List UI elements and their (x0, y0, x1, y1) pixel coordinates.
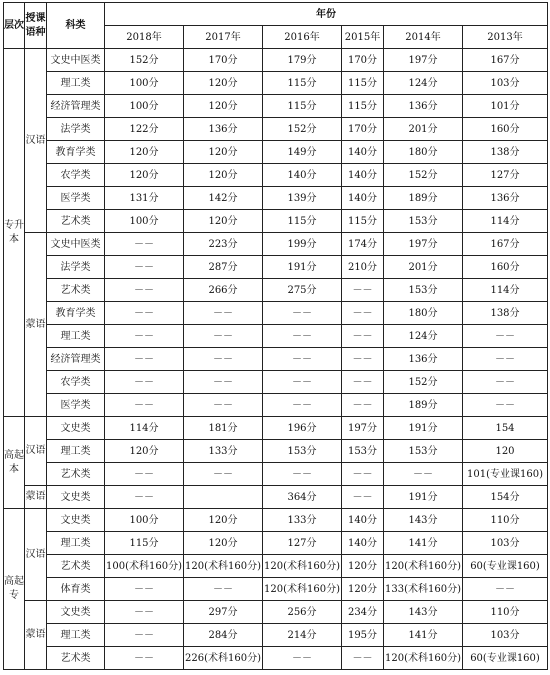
table-row (4, 371, 548, 394)
subject-cell: 理工类 (47, 624, 105, 647)
table-row (4, 279, 548, 302)
subject-cell: 教育学类 (47, 302, 105, 325)
score-cell: 152分 (384, 371, 463, 394)
score-cell: 138分 (463, 141, 548, 164)
score-cell: 201分 (384, 118, 463, 141)
lang-cell: 蒙语 (25, 233, 47, 417)
year-group-header: 年份 (105, 3, 548, 26)
score-cell: －－ (263, 348, 342, 371)
score-cell: 120(术科160分) (384, 555, 463, 578)
score-cell: 120分 (184, 95, 263, 118)
subject-cell: 文史类 (47, 486, 105, 509)
score-cell: 120分 (184, 141, 263, 164)
table-row (4, 555, 548, 578)
score-cell: 170分 (342, 49, 384, 72)
score-cell: －－ (342, 371, 384, 394)
score-cell: 101分 (463, 95, 548, 118)
score-cell: －－ (263, 325, 342, 348)
score-cell: 115分 (105, 532, 184, 555)
score-cell: －－ (263, 647, 342, 670)
score-cell: －－ (184, 371, 263, 394)
score-cell: 196分 (263, 417, 342, 440)
score-cell: －－ (105, 394, 184, 417)
score-cell: 101(专业课160) (463, 463, 548, 486)
table-row (4, 141, 548, 164)
score-cell: 195分 (342, 624, 384, 647)
score-cell: 180分 (384, 302, 463, 325)
score-cell: 287分 (184, 256, 263, 279)
score-cell: 120分 (342, 555, 384, 578)
score-cell: 140分 (342, 187, 384, 210)
subject-cell: 法学类 (47, 118, 105, 141)
score-cell: －－ (342, 394, 384, 417)
score-cell: 114分 (463, 210, 548, 233)
score-cell: 115分 (263, 95, 342, 118)
score-cell: －－ (105, 647, 184, 670)
score-cell: 256分 (263, 601, 342, 624)
score-cell: 100(术科160分) (105, 555, 184, 578)
table-row (4, 210, 548, 233)
score-cell: －－ (342, 486, 384, 509)
score-cell: 138分 (463, 302, 548, 325)
subject-cell: 文史中医类 (47, 233, 105, 256)
score-cell: －－ (342, 647, 384, 670)
score-cell: 154 (463, 417, 548, 440)
score-cell: －－ (342, 348, 384, 371)
score-cell: －－ (463, 348, 548, 371)
score-cell: －－ (105, 601, 184, 624)
score-cell: －－ (184, 578, 263, 601)
score-cell: 115分 (342, 72, 384, 95)
score-cell: 136分 (463, 187, 548, 210)
score-cell: 197分 (342, 417, 384, 440)
score-cell: 199分 (263, 233, 342, 256)
level-header: 层次 (4, 3, 25, 49)
score-cell: －－ (105, 233, 184, 256)
score-cell: 153分 (342, 440, 384, 463)
score-cell: 136分 (384, 95, 463, 118)
table-row (4, 486, 548, 509)
year-header: 2013年 (463, 26, 548, 49)
score-cell: 154分 (463, 486, 548, 509)
score-cell: 191分 (384, 417, 463, 440)
table-row (4, 49, 548, 72)
year-header: 2017年 (184, 26, 263, 49)
score-cell: －－ (184, 463, 263, 486)
score-cell: 160分 (463, 118, 548, 141)
subject-cell: 农学类 (47, 164, 105, 187)
score-cell: 120分 (184, 72, 263, 95)
score-cell: －－ (184, 302, 263, 325)
score-cell: －－ (342, 279, 384, 302)
score-cell: 120分 (105, 164, 184, 187)
subject-cell: 文史类 (47, 509, 105, 532)
subject-cell: 文史类 (47, 417, 105, 440)
table-row (4, 302, 548, 325)
score-cell: 103分 (463, 624, 548, 647)
score-cell: 167分 (463, 233, 548, 256)
score-cell: －－ (342, 325, 384, 348)
score-cell: －－ (263, 302, 342, 325)
score-cell: 115分 (342, 95, 384, 118)
score-cell: 127分 (463, 164, 548, 187)
score-cell: －－ (263, 394, 342, 417)
score-cell: 120(术科160分) (263, 578, 342, 601)
score-cell: 114分 (463, 279, 548, 302)
score-cell: 191分 (384, 486, 463, 509)
score-cell: 140分 (263, 164, 342, 187)
score-cell: 197分 (384, 233, 463, 256)
table-row (4, 118, 548, 141)
score-cell: 152分 (263, 118, 342, 141)
score-cell: 189分 (384, 187, 463, 210)
score-cell: 170分 (342, 118, 384, 141)
score-cell: 141分 (384, 624, 463, 647)
subject-cell: 艺术类 (47, 647, 105, 670)
subject-cell: 文史中医类 (47, 49, 105, 72)
score-cell: 114分 (105, 417, 184, 440)
table-row (4, 624, 548, 647)
score-cell: 120(术科160分) (263, 555, 342, 578)
lang-cell: 蒙语 (25, 601, 47, 670)
score-cell: 170分 (184, 49, 263, 72)
score-cell: 140分 (342, 164, 384, 187)
table-row (4, 325, 548, 348)
table-row (4, 601, 548, 624)
score-cell: 127分 (263, 532, 342, 555)
score-cell: －－ (384, 463, 463, 486)
level-cell: 高起专 (4, 509, 25, 670)
subject-cell: 经济管理类 (47, 95, 105, 118)
score-cell: 141分 (384, 532, 463, 555)
subject-cell: 理工类 (47, 440, 105, 463)
score-cell: －－ (105, 279, 184, 302)
score-cell: 103分 (463, 532, 548, 555)
score-cell: －－ (105, 348, 184, 371)
score-cell: 174分 (342, 233, 384, 256)
score-cell: －－ (105, 302, 184, 325)
score-cell (184, 486, 263, 509)
score-cell: 60(专业课160) (463, 555, 548, 578)
level-cell: 高起本 (4, 417, 25, 509)
score-cell: 153分 (384, 279, 463, 302)
lang-cell: 汉语 (25, 509, 47, 601)
score-cell: 131分 (105, 187, 184, 210)
score-cell: 152分 (105, 49, 184, 72)
score-cell: 143分 (384, 509, 463, 532)
year-header: 2014年 (384, 26, 463, 49)
score-cell: 120分 (105, 440, 184, 463)
score-cell: －－ (184, 348, 263, 371)
score-cell: 100分 (105, 509, 184, 532)
score-cell: 120分 (105, 141, 184, 164)
table-row (4, 463, 548, 486)
score-cell: 201分 (384, 256, 463, 279)
score-cell: 100分 (105, 95, 184, 118)
score-cell: 140分 (342, 509, 384, 532)
table-row (4, 578, 548, 601)
score-cell: 152分 (384, 164, 463, 187)
lang-cell: 汉语 (25, 417, 47, 486)
subject-header: 科类 (47, 3, 105, 49)
score-cell: 223分 (184, 233, 263, 256)
score-cell: 197分 (384, 49, 463, 72)
table-row (4, 394, 548, 417)
subject-cell: 医学类 (47, 394, 105, 417)
lang-cell: 汉语 (25, 49, 47, 233)
admission-score-table (3, 2, 548, 670)
score-cell: －－ (263, 463, 342, 486)
subject-cell: 农学类 (47, 371, 105, 394)
score-cell: 181分 (184, 417, 263, 440)
score-cell: 120分 (184, 164, 263, 187)
subject-cell: 艺术类 (47, 210, 105, 233)
subject-cell: 法学类 (47, 256, 105, 279)
table-row (4, 532, 548, 555)
subject-cell: 经济管理类 (47, 348, 105, 371)
score-cell: 120分 (184, 532, 263, 555)
level-cell: 专升本 (4, 49, 25, 417)
score-cell: 284分 (184, 624, 263, 647)
score-cell: 139分 (263, 187, 342, 210)
score-cell: －－ (184, 394, 263, 417)
table-row (4, 95, 548, 118)
score-cell: 133分 (263, 509, 342, 532)
score-cell: －－ (463, 578, 548, 601)
score-cell: 136分 (384, 348, 463, 371)
score-cell: 140分 (342, 141, 384, 164)
subject-cell: 艺术类 (47, 555, 105, 578)
score-cell: 110分 (463, 601, 548, 624)
subject-cell: 文史类 (47, 601, 105, 624)
lang-header: 授课语种 (25, 3, 47, 49)
score-cell: 100分 (105, 72, 184, 95)
score-cell: －－ (105, 256, 184, 279)
score-cell: 120分 (342, 578, 384, 601)
score-cell: 234分 (342, 601, 384, 624)
score-cell: －－ (105, 624, 184, 647)
score-cell: 153分 (384, 210, 463, 233)
subject-cell: 艺术类 (47, 463, 105, 486)
subject-cell: 理工类 (47, 532, 105, 555)
year-header: 2016年 (263, 26, 342, 49)
score-cell: 191分 (263, 256, 342, 279)
score-cell: 266分 (184, 279, 263, 302)
score-cell: －－ (263, 371, 342, 394)
score-cell: 120(术科160分) (184, 555, 263, 578)
year-header: 2018年 (105, 26, 184, 49)
score-cell: 179分 (263, 49, 342, 72)
score-cell: 115分 (263, 72, 342, 95)
score-cell: 153分 (263, 440, 342, 463)
score-cell: －－ (463, 325, 548, 348)
score-cell: 124分 (384, 325, 463, 348)
score-cell: －－ (342, 463, 384, 486)
subject-cell: 教育学类 (47, 141, 105, 164)
score-cell: －－ (105, 463, 184, 486)
score-cell: 133(术科160分) (384, 578, 463, 601)
score-cell: 180分 (384, 141, 463, 164)
score-cell: －－ (105, 486, 184, 509)
score-cell: 364分 (263, 486, 342, 509)
year-header: 2015年 (342, 26, 384, 49)
score-cell: －－ (105, 371, 184, 394)
score-cell: －－ (105, 325, 184, 348)
subject-cell: 体育类 (47, 578, 105, 601)
score-cell: 167分 (463, 49, 548, 72)
score-cell: 133分 (184, 440, 263, 463)
header-row (4, 3, 548, 26)
score-cell: 210分 (342, 256, 384, 279)
subject-cell: 理工类 (47, 325, 105, 348)
score-cell: －－ (342, 302, 384, 325)
score-cell: －－ (463, 371, 548, 394)
score-cell: 143分 (384, 601, 463, 624)
score-cell: 149分 (263, 141, 342, 164)
score-cell: 226(术科160分) (184, 647, 263, 670)
score-cell: 140分 (342, 532, 384, 555)
score-cell: 122分 (105, 118, 184, 141)
score-cell: －－ (463, 394, 548, 417)
score-cell: 153分 (384, 440, 463, 463)
score-cell: 124分 (384, 72, 463, 95)
table-row (4, 256, 548, 279)
table-row (4, 164, 548, 187)
table-row (4, 440, 548, 463)
score-cell: 142分 (184, 187, 263, 210)
score-cell: 120分 (184, 509, 263, 532)
score-cell: 136分 (184, 118, 263, 141)
score-cell: 100分 (105, 210, 184, 233)
score-cell: 120 (463, 440, 548, 463)
subject-cell: 艺术类 (47, 279, 105, 302)
score-cell: －－ (184, 325, 263, 348)
score-cell: 214分 (263, 624, 342, 647)
score-cell: 120(术科160分) (384, 647, 463, 670)
table-row (4, 233, 548, 256)
score-cell: 103分 (463, 72, 548, 95)
table-row (4, 187, 548, 210)
table-row (4, 417, 548, 440)
score-cell: 189分 (384, 394, 463, 417)
subject-cell: 理工类 (47, 72, 105, 95)
score-cell: 110分 (463, 509, 548, 532)
table-row (4, 72, 548, 95)
lang-cell: 蒙语 (25, 486, 47, 509)
score-cell: 115分 (263, 210, 342, 233)
score-cell: 160分 (463, 256, 548, 279)
score-cell: －－ (105, 578, 184, 601)
score-cell: 115分 (342, 210, 384, 233)
score-cell: 60(专业课160) (463, 647, 548, 670)
score-cell: 120分 (184, 210, 263, 233)
score-cell: 275分 (263, 279, 342, 302)
score-cell: 297分 (184, 601, 263, 624)
table-row (4, 509, 548, 532)
table-row (4, 647, 548, 670)
table-row (4, 348, 548, 371)
subject-cell: 医学类 (47, 187, 105, 210)
